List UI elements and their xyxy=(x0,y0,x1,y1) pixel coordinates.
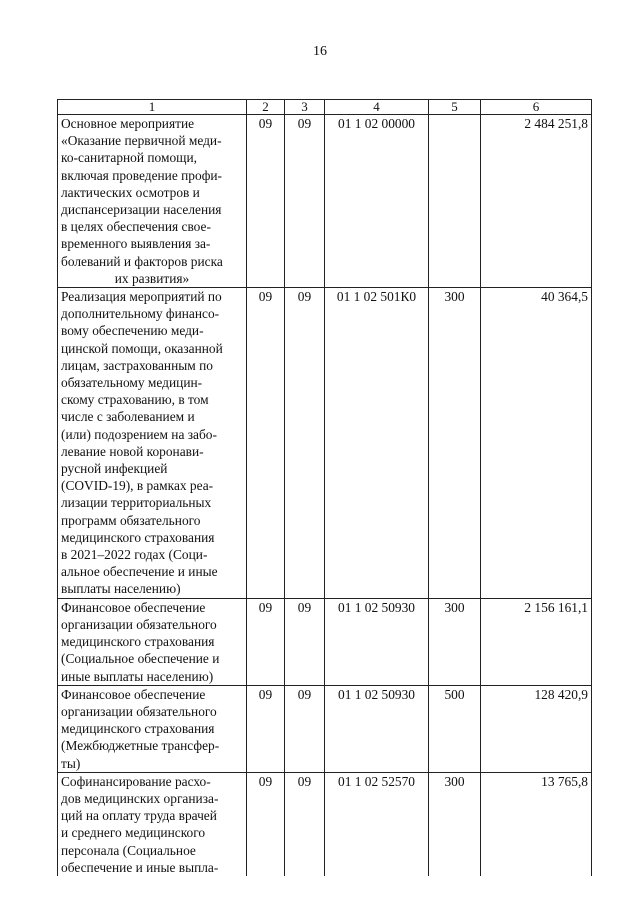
row-amount-cell: 13 765,8 xyxy=(481,772,592,876)
row-name-line: диспансеризации населения xyxy=(61,202,222,218)
row-subsection-cell: 09 xyxy=(285,772,325,876)
header-col-2: 2 xyxy=(247,100,285,115)
row-amount-cell: 2 484 251,8 xyxy=(481,115,592,288)
row-amount-cell: 2 156 161,1 xyxy=(481,598,592,685)
row-name-line: Основное мероприятие xyxy=(61,116,195,131)
table-row xyxy=(58,598,592,685)
row-name-cell xyxy=(58,598,247,685)
row-name-line: Финансовое обеспечение xyxy=(61,686,206,702)
row-target-code-cell: 01 1 02 50930 xyxy=(325,598,429,685)
row-name-line: болеваний и факторов риска xyxy=(61,253,223,269)
row-name-line: организации обязательного xyxy=(61,703,217,719)
row-name-line: выплаты населению) xyxy=(61,581,181,597)
header-row xyxy=(58,100,592,115)
row-subsection-cell: 09 xyxy=(285,685,325,772)
row-section-cell: 09 xyxy=(247,772,285,876)
row-name-line: числе с заболеванием и xyxy=(61,409,195,425)
row-name-line: вому обеспечению меди- xyxy=(61,323,204,339)
row-name-line: Финансовое обеспечение xyxy=(61,599,206,615)
row-target-code-cell: 01 1 02 50930 xyxy=(325,685,429,772)
row-name-line: (COVID-19), в рамках реа- xyxy=(61,478,214,494)
row-name-cell xyxy=(58,685,247,772)
row-name-line: включая проведение профи- xyxy=(61,167,222,183)
row-name-line: Софинансирование расхо- xyxy=(61,773,211,789)
row-name-line: альное обеспечение и иные xyxy=(61,564,218,580)
budget-table xyxy=(57,99,592,876)
row-expense-type-cell: 300 xyxy=(429,288,481,599)
row-expense-type-cell: 500 xyxy=(429,685,481,772)
row-name-line: ко-санитарной помощи, xyxy=(61,150,197,166)
row-name-cell xyxy=(58,288,247,599)
row-name-line: «Оказание первичной меди- xyxy=(61,133,222,149)
row-section-cell: 09 xyxy=(247,685,285,772)
row-subsection-cell: 09 xyxy=(285,598,325,685)
row-subsection-cell: 09 xyxy=(285,115,325,288)
row-name-line: левание новой коронави- xyxy=(61,443,204,459)
row-name-line: русной инфекцией xyxy=(61,461,168,477)
header-col-5: 5 xyxy=(429,100,481,115)
header-col-4: 4 xyxy=(325,100,429,115)
row-section-cell: 09 xyxy=(247,115,285,288)
row-name-line: персонала (Социальное xyxy=(61,842,196,858)
row-section-cell: 09 xyxy=(247,288,285,599)
row-name-cell xyxy=(58,115,247,288)
row-name-line: в 2021–2022 годах (Соци- xyxy=(61,547,208,563)
row-name-line: временного выявления за- xyxy=(61,236,211,252)
row-name-line: обеспечение и иные выпла- xyxy=(61,859,219,875)
row-name-line: и среднего медицинского xyxy=(61,825,206,841)
table-row xyxy=(58,115,592,288)
row-name-line: медицинского страхования xyxy=(61,721,215,737)
row-name-cell xyxy=(58,772,247,876)
row-name-line: (Социальное обеспечение и xyxy=(61,651,220,667)
page-number: 16 xyxy=(313,44,327,59)
row-name-line: медицинского страхования xyxy=(61,529,215,545)
row-subsection-cell: 09 xyxy=(285,288,325,599)
table-row xyxy=(58,772,592,876)
row-target-code-cell: 01 1 02 501К0 xyxy=(325,288,429,599)
row-expense-type-cell: 300 xyxy=(429,598,481,685)
row-name-line: ций на оплату труда врачей xyxy=(61,808,217,824)
row-name-line: в целях обеспечения свое- xyxy=(61,219,211,235)
row-name-line: их развития» xyxy=(114,270,190,286)
row-name-line: Реализация мероприятий по xyxy=(61,289,222,305)
row-target-code-cell: 01 1 02 52570 xyxy=(325,772,429,876)
row-expense-type-cell: 300 xyxy=(429,772,481,876)
header-col-3: 3 xyxy=(285,100,325,115)
row-name-line: (Межбюджетные трансфер- xyxy=(61,738,220,754)
row-section-cell: 09 xyxy=(247,598,285,685)
row-amount-cell: 128 420,9 xyxy=(481,685,592,772)
header-col-6: 6 xyxy=(481,100,592,115)
row-target-code-cell: 01 1 02 00000 xyxy=(325,115,429,288)
table-row xyxy=(58,685,592,772)
row-name-line: дополнительному финансо- xyxy=(61,306,220,322)
header-col-1: 1 xyxy=(58,100,247,115)
row-name-line: лицам, застрахованным по xyxy=(61,357,213,373)
row-name-line: скому страхованию, в том xyxy=(61,392,209,408)
row-name-line: ты) xyxy=(61,755,81,771)
row-name-line: медицинского страхования xyxy=(61,634,215,650)
row-expense-type-cell xyxy=(429,115,481,288)
row-name-line: цинской помощи, оказанной xyxy=(61,340,223,356)
row-name-line: (или) подозрением на забо- xyxy=(61,426,217,442)
row-amount-cell: 40 364,5 xyxy=(481,288,592,599)
row-name-line: лактических осмотров и xyxy=(61,184,200,200)
row-name-line: обязательному медицин- xyxy=(61,375,203,391)
row-name-line: дов медицинских организа- xyxy=(61,790,219,806)
row-name-line: организации обязательного xyxy=(61,616,217,632)
row-name-line: иные выплаты населению) xyxy=(61,668,214,684)
row-name-line: программ обязательного xyxy=(61,512,201,528)
table-row xyxy=(58,288,592,599)
row-name-line: лизации территориальных xyxy=(61,495,212,511)
